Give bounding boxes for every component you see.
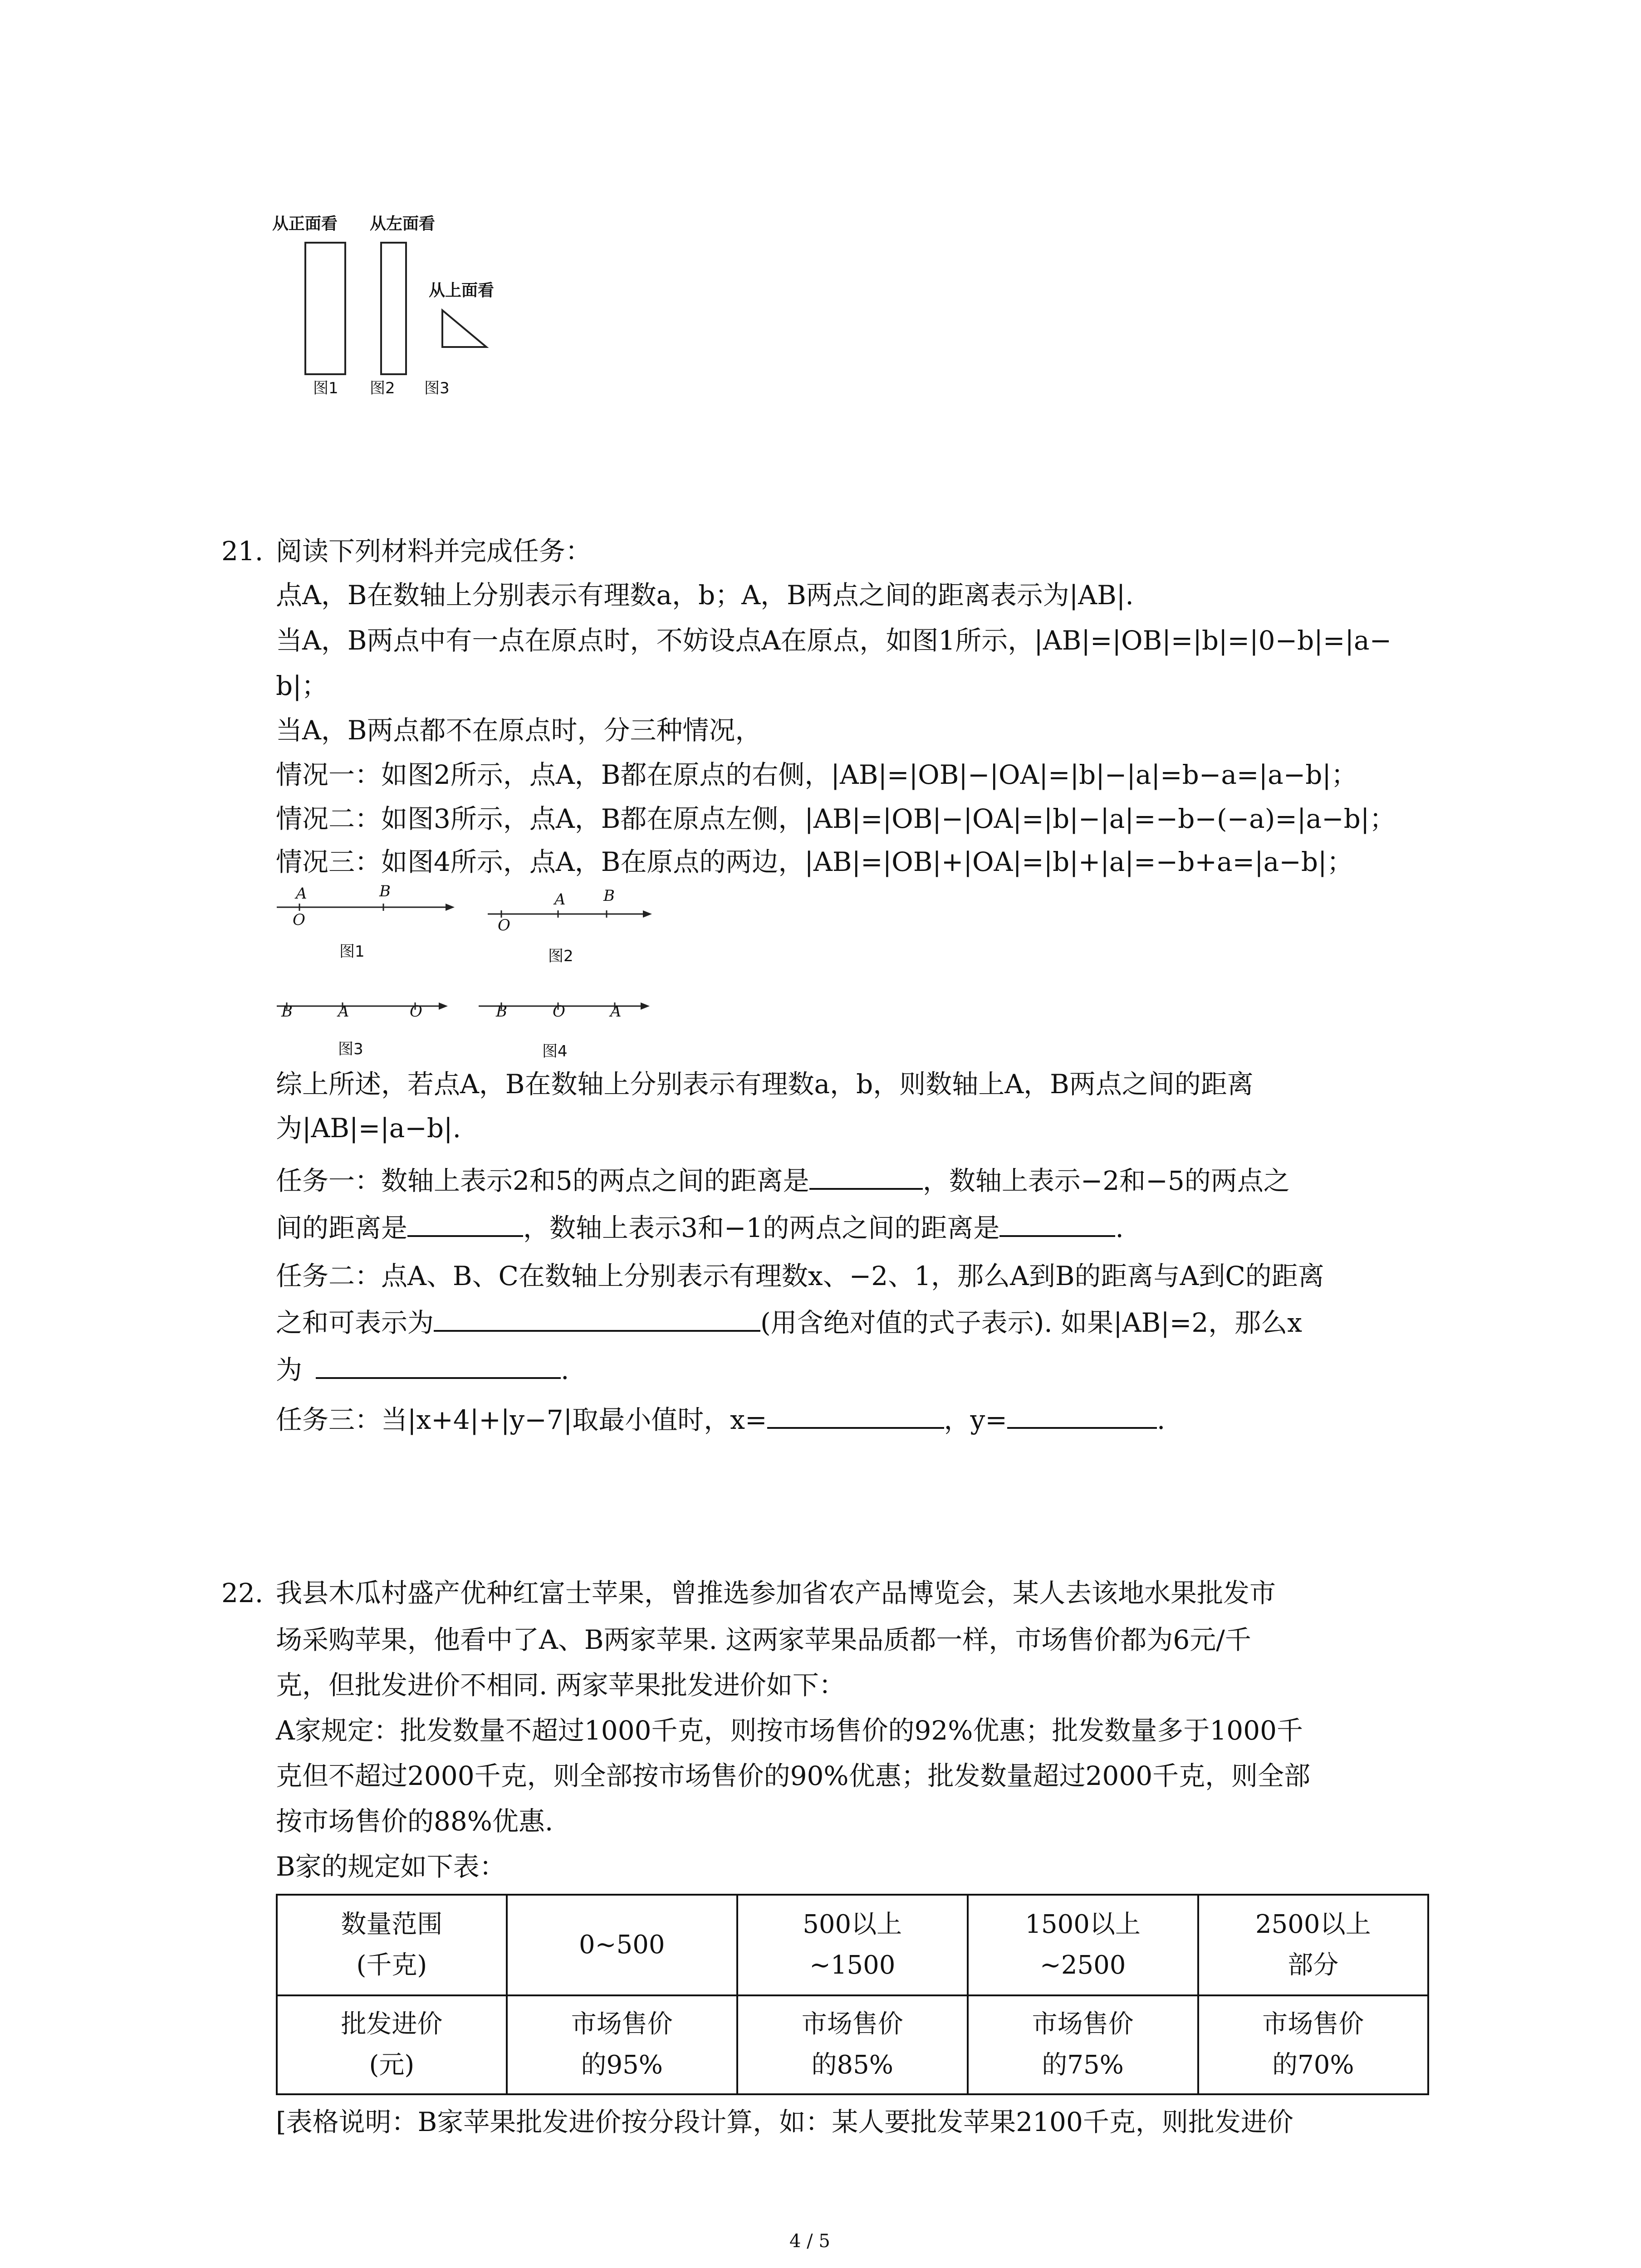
q21-line: 当A，B两点都不在原点时，分三种情况， (276, 715, 762, 746)
fig3-caption: 图3 (424, 379, 450, 397)
fig1-caption: 图1 (313, 379, 338, 397)
front-view-rect (305, 243, 345, 374)
left-view-rect (381, 243, 406, 374)
task-two-line2 (276, 1300, 1302, 1345)
task-one-text: . (1115, 1212, 1124, 1243)
table-row (277, 1995, 1428, 2094)
task-one-line1 (276, 1158, 1290, 1203)
task-three-text: ，y= (944, 1404, 1007, 1435)
table-cell: 批发进价 (元) (277, 1995, 507, 2094)
q21-number: 21. (221, 536, 264, 567)
fig1-point-a: A (296, 885, 307, 903)
task-one-text: 任务一：数轴上表示2和5的两点之间的距离是 (276, 1165, 809, 1196)
table-cell: 市场售价 的95% (507, 1995, 737, 2094)
fig3-point-a: A (338, 1002, 349, 1021)
task-one-text: ，数轴上表示3和−1的两点之间的距离是 (523, 1212, 1000, 1243)
page-number: 4 / 5 (789, 2231, 830, 2252)
q21-line: b|； (276, 670, 328, 701)
q21-line: 情况三：如图4所示，点A，B在原点的两边，|AB|=|OB|+|OA|=|b|+|a|=−b+a=|a−b|； (276, 846, 1353, 877)
answer-blank[interactable] (1007, 1400, 1157, 1429)
q21-summary: 综上所述，若点A，B在数轴上分别表示有理数a，b，则数轴上A，B两点之间的距离 (276, 1069, 1254, 1100)
fig2-point-b: B (603, 887, 615, 905)
fig1-point-b: B (379, 882, 391, 900)
q22-line: 克，但批发进价不相同. 两家苹果批发进价如下： (276, 1670, 845, 1701)
task-two-text: 之和可表示为 (276, 1307, 434, 1338)
q21-line: 情况一：如图2所示，点A，B都在原点的右侧，|AB|=|OB|−|OA|=|b|−|a|=b−a=|a−b|； (276, 759, 1357, 790)
number-line-fig2 (488, 896, 656, 932)
task-one-text: ，数轴上表示−2和−5的两点之 (922, 1165, 1290, 1196)
top-view-caption: 从上面看 (429, 281, 495, 300)
task-one-text: 间的距离是 (276, 1212, 408, 1243)
task-three-line (276, 1397, 1165, 1442)
table-note: [表格说明：B家苹果批发进价按分段计算，如：某人要批发苹果2100千克，则批发进价 (276, 2107, 1293, 2137)
q22-line: A家规定：批发数量不超过1000千克，则按市场售价的92%优惠；批发数量多于1000千 (276, 1715, 1303, 1746)
answer-blank[interactable] (999, 1208, 1115, 1237)
table-cell: 0~500 (507, 1895, 737, 1995)
table-cell: 数量范围 (千克) (277, 1895, 507, 1995)
task-two-line1: 任务二：点A、B、C在数轴上分别表示有理数x、−2、1，那么A到B的距离与A到C的距离 (276, 1261, 1324, 1291)
number-line-fig3 (277, 988, 454, 1024)
q22-number: 22. (221, 1578, 264, 1608)
answer-blank[interactable] (316, 1350, 561, 1379)
fig2-caption: 图2 (370, 379, 395, 397)
task-two-text: . (561, 1354, 569, 1385)
q21-summary: 为|AB|=|a−b|. (276, 1113, 461, 1144)
q21-line: 点A，B在数轴上分别表示有理数a，b；A，B两点之间的距离表示为|AB|. (276, 580, 1134, 611)
fig3-point-b: B (281, 1002, 293, 1021)
q22-line: 按市场售价的88%优惠. (276, 1806, 554, 1837)
top-view-triangle (442, 310, 486, 347)
fig4-point-o: O (553, 1002, 565, 1021)
answer-blank[interactable] (767, 1400, 944, 1429)
q22-line: 我县木瓜村盛产优种红富士苹果，曾推选参加省农产品博览会，某人去该地水果批发市 (276, 1578, 1276, 1608)
q21-line: 情况二：如图3所示，点A，B都在原点左侧，|AB|=|OB|−|OA|=|b|−|a|=−b−(−a)=|a−b|； (276, 803, 1396, 834)
fig2-point-a: A (554, 890, 566, 909)
front-view-caption: 从正面看 (272, 215, 338, 233)
answer-blank[interactable] (407, 1208, 523, 1237)
table-cell: 市场售价 的75% (968, 1995, 1198, 2094)
table-row (277, 1895, 1428, 1995)
fig4-point-b: B (496, 1002, 507, 1021)
fig4-caption: 图4 (542, 1042, 568, 1061)
answer-blank[interactable] (434, 1303, 760, 1332)
task-one-line2 (276, 1205, 1124, 1251)
fig3-caption: 图3 (338, 1040, 363, 1058)
fig1-point-o: O (293, 911, 305, 929)
task-three-text: . (1156, 1404, 1166, 1435)
table-cell: 500以上 ~1500 (737, 1895, 968, 1995)
fig3-point-o: O (410, 1002, 422, 1021)
b-price-table (276, 1894, 1429, 2095)
task-two-text: (用含绝对值的式子表示). 如果|AB|=2，那么x (760, 1307, 1302, 1338)
fig4-point-a: A (610, 1002, 622, 1021)
q22-line: 场采购苹果，他看中了A、B两家苹果. 这两家苹果品质都一样，市场售价都为6元/千 (276, 1624, 1251, 1655)
fig1-caption: 图1 (339, 943, 365, 961)
table-cell: 1500以上 ~2500 (968, 1895, 1198, 1995)
left-view-caption: 从左面看 (370, 215, 436, 233)
task-three-text: 任务三：当|x+4|+|y−7|取最小值时，x= (276, 1404, 767, 1435)
q22-line: 克但不超过2000千克，则全部按市场售价的90%优惠；批发数量超过2000千克，则全部 (276, 1760, 1311, 1791)
q21-intro: 阅读下列材料并完成任务： (276, 536, 592, 567)
fig2-point-o: O (498, 916, 510, 934)
task-two-line3 (276, 1347, 569, 1393)
table-cell: 2500以上 部分 (1198, 1895, 1428, 1995)
table-cell: 市场售价 的70% (1198, 1995, 1428, 2094)
table-cell: 市场售价 的85% (737, 1995, 968, 2094)
fig2-caption: 图2 (548, 947, 573, 965)
task-two-text: 为 (276, 1354, 303, 1385)
answer-blank[interactable] (809, 1161, 923, 1190)
q22-line: B家的规定如下表： (276, 1851, 506, 1882)
q21-line: 当A，B两点中有一点在原点时，不妨设点A在原点，如图1所示，|AB|=|OB|=|b|=|0−b|=|a− (276, 625, 1392, 656)
three-view-drawings (299, 236, 504, 386)
